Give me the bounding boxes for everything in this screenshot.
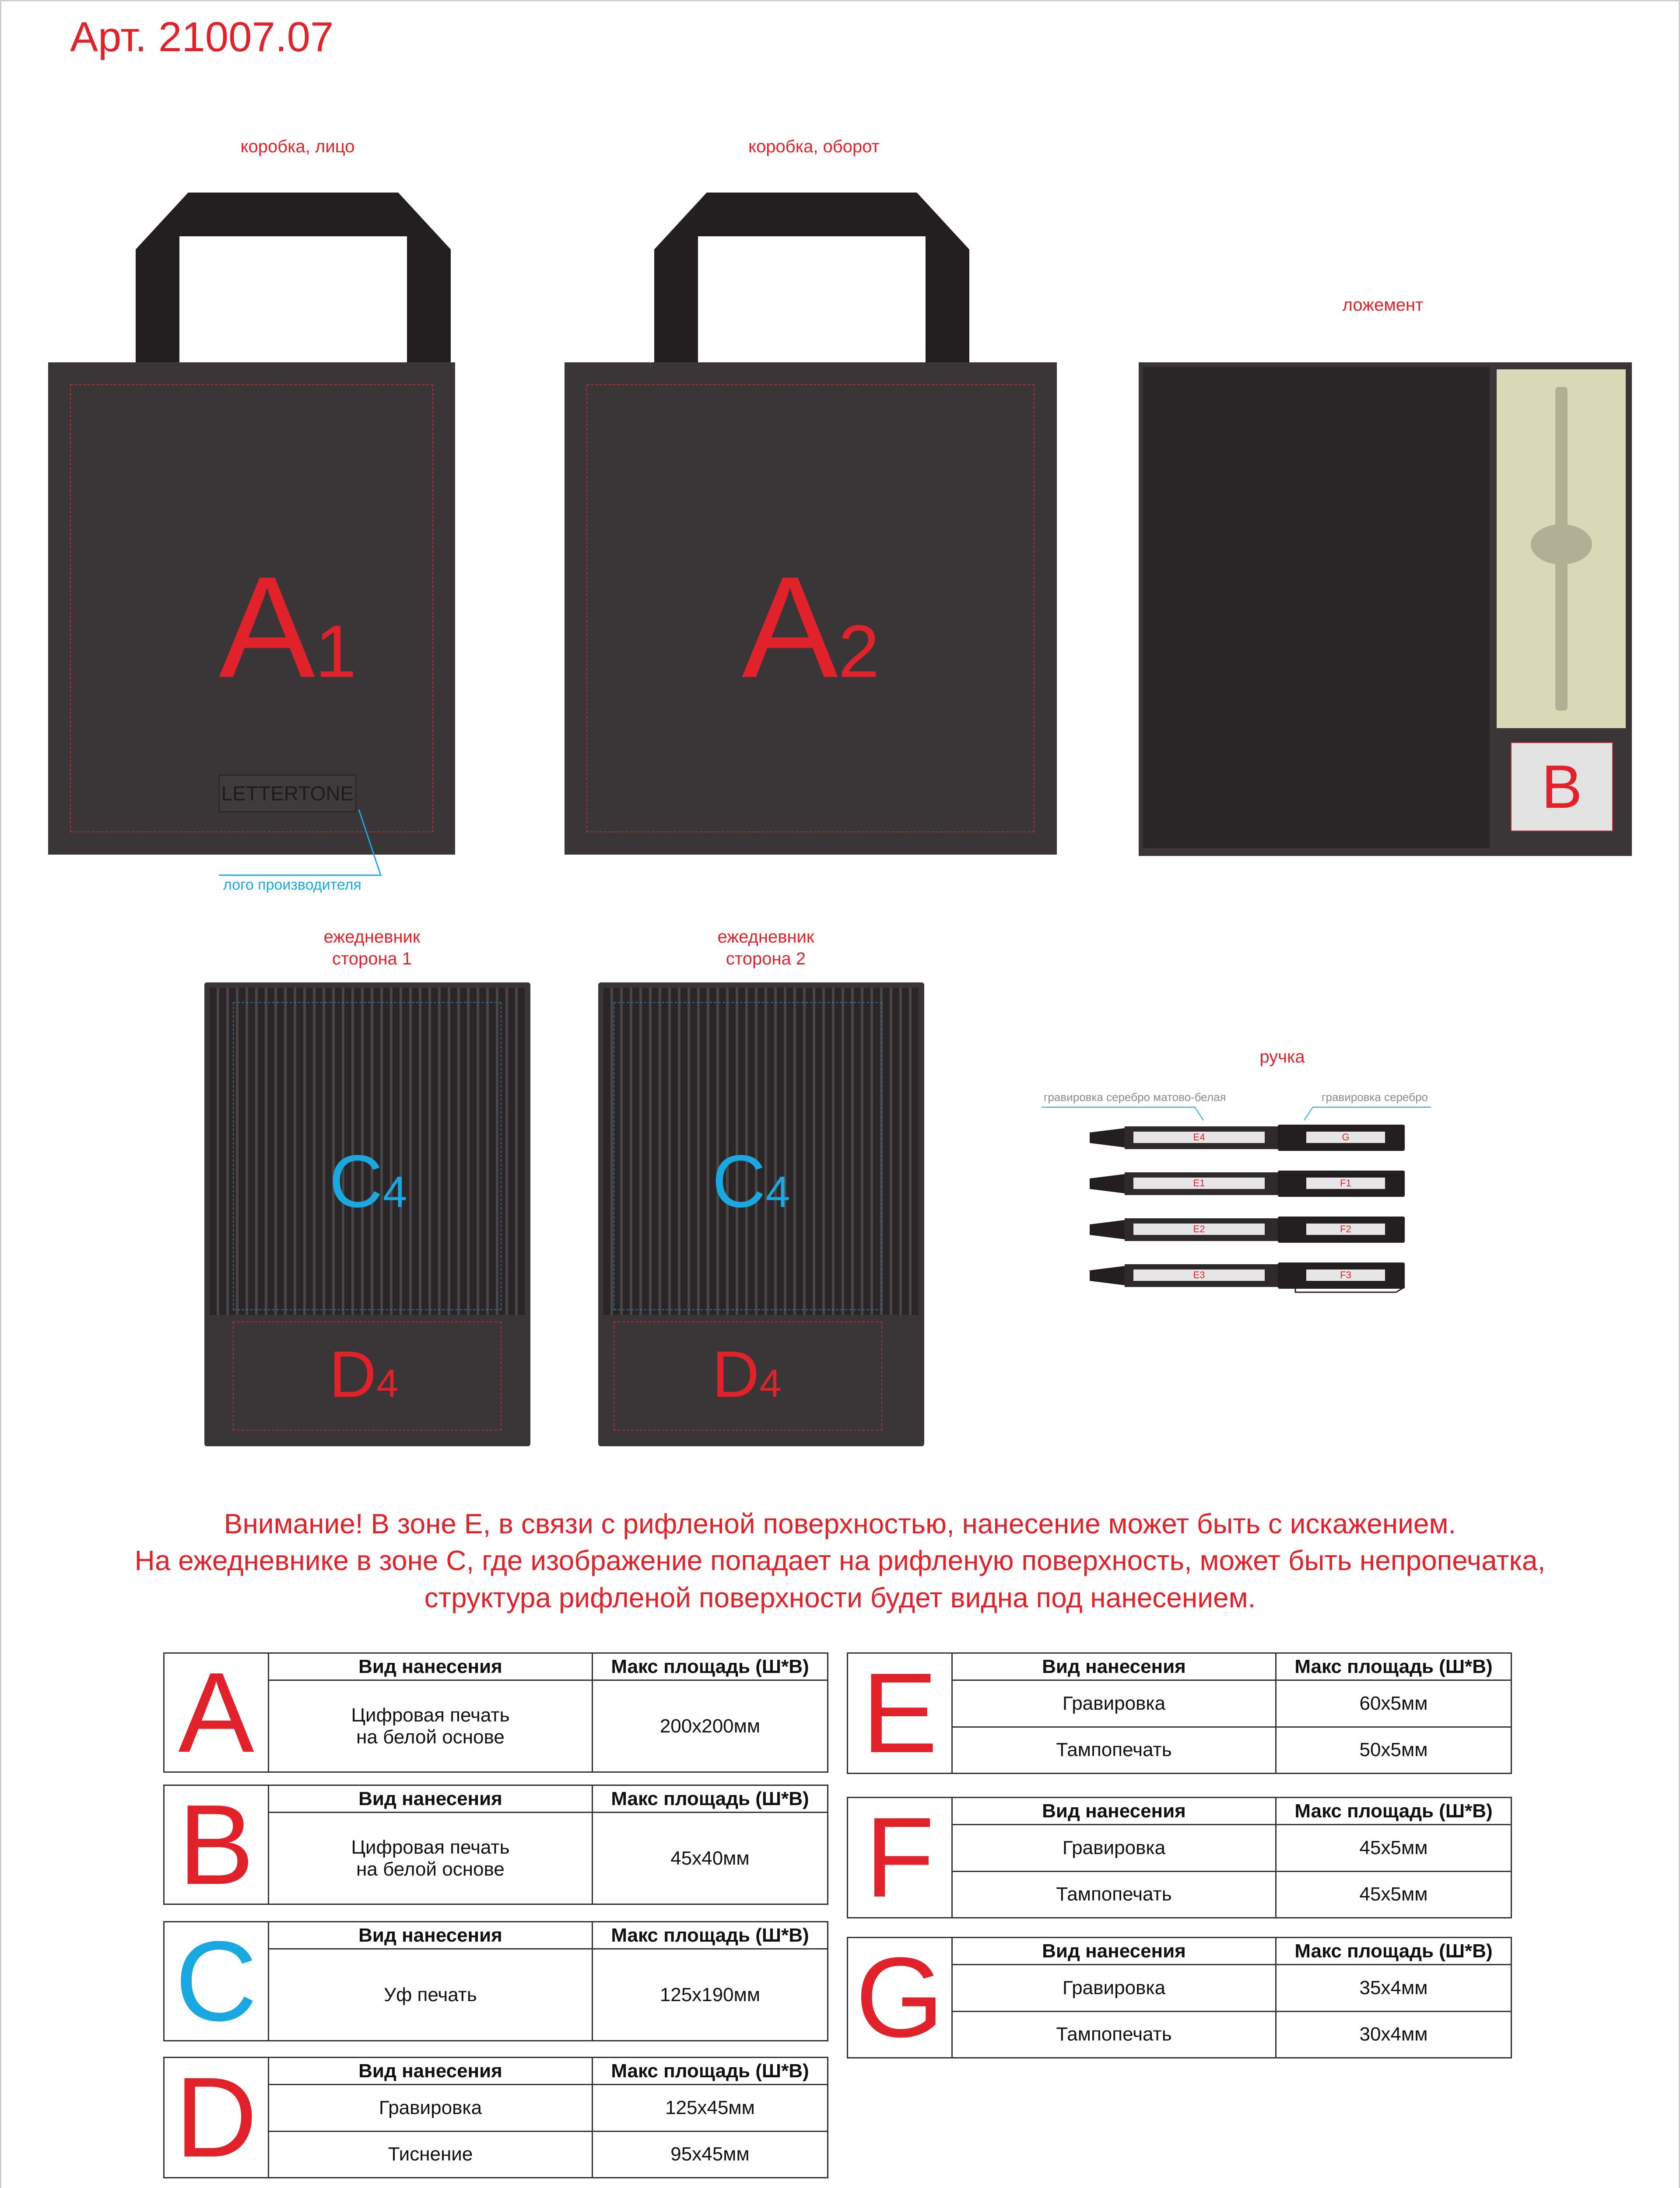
label-engraving-silver-matte: гравировка серебро матово-белая bbox=[1044, 1090, 1226, 1104]
header-method: Вид нанесения bbox=[269, 1653, 593, 1680]
cell-area: 30x4мм bbox=[1276, 2011, 1512, 2058]
pen-zone-f: F1 bbox=[1306, 1178, 1385, 1189]
header-method: Вид нанесения bbox=[269, 1785, 593, 1813]
pen-4 bbox=[1090, 1262, 1413, 1293]
table-d bbox=[163, 2054, 828, 2181]
header-area: Макс площадь (Ш*В) bbox=[1276, 1653, 1512, 1680]
header-area: Макс площадь (Ш*В) bbox=[1276, 1798, 1512, 1825]
pen-zone-f: F3 bbox=[1306, 1269, 1385, 1281]
pen-leader-lines bbox=[1042, 1105, 1435, 1122]
header-method: Вид нанесения bbox=[269, 1922, 593, 1949]
box-back-body bbox=[565, 362, 1057, 855]
box-back-handle bbox=[654, 193, 969, 368]
label-box-back: коробка, оборот bbox=[748, 137, 880, 156]
notice-line: структура рифленой поверхности будет видна под нанесением. bbox=[424, 1581, 1256, 1613]
pen-zone-f: G bbox=[1306, 1132, 1385, 1143]
cell-area: 125x190мм bbox=[593, 1949, 828, 2041]
cell-method: Гравировка bbox=[952, 1680, 1276, 1727]
pen-1 bbox=[1090, 1125, 1413, 1151]
cell-area: 45x5мм bbox=[1276, 1871, 1512, 1918]
table-c bbox=[163, 1918, 828, 2045]
header-method: Вид нанесения bbox=[269, 2058, 593, 2085]
zone-label-d4: D4 bbox=[329, 1337, 399, 1411]
cell-area: 45x40мм bbox=[593, 1813, 828, 1904]
cell-area: 35x4мм bbox=[1276, 1965, 1512, 2012]
table-f bbox=[847, 1794, 1512, 1921]
zone-label-c4: C4 bbox=[712, 1140, 790, 1223]
table-a bbox=[163, 1649, 828, 1776]
header-method: Вид нанесения bbox=[952, 1653, 1276, 1680]
pen-zone-e: E1 bbox=[1133, 1178, 1265, 1189]
table-g bbox=[847, 1934, 1512, 2061]
table-letter: E bbox=[848, 1653, 952, 1774]
cell-method: Тампопечать bbox=[952, 2011, 1276, 2058]
pen-zone-e: E3 bbox=[1133, 1269, 1265, 1281]
article-title: Арт. 21007.07 bbox=[70, 14, 334, 60]
cell-method: Уф печать bbox=[269, 1949, 593, 2041]
pen-zone-e: E2 bbox=[1133, 1224, 1265, 1235]
cell-area: 50x5мм bbox=[1276, 1727, 1512, 1774]
table-e bbox=[847, 1650, 1512, 1777]
zone-label-a1: A1 bbox=[219, 546, 357, 708]
cell-method: Тампопечать bbox=[952, 1871, 1276, 1918]
pen-zone-f: F2 bbox=[1306, 1224, 1385, 1235]
zone-label-b: B bbox=[1511, 742, 1613, 831]
table-b bbox=[163, 1781, 828, 1908]
insert-tray bbox=[1139, 362, 1632, 856]
cell-area: 45x5мм bbox=[1276, 1825, 1512, 1872]
pen-2 bbox=[1090, 1171, 1413, 1197]
pen-silhouette bbox=[1527, 387, 1595, 711]
cell-method: Тиснение bbox=[269, 2131, 593, 2178]
label-maker-logo: лого производителя bbox=[223, 877, 361, 893]
label-notebook-side1: ежедневник сторона 1 bbox=[323, 927, 421, 968]
notice-line: На ежедневнике в зоне С, где изображение попадает на рифленую поверхность, может быть непропечатка, bbox=[134, 1545, 1546, 1577]
label-pen: ручка bbox=[1259, 1047, 1305, 1066]
cell-area: 125x45мм bbox=[593, 2085, 828, 2132]
header-area: Макс площадь (Ш*В) bbox=[593, 1922, 828, 1949]
pen-3 bbox=[1090, 1217, 1413, 1243]
box-front bbox=[48, 193, 455, 858]
zone-label-d4: D4 bbox=[712, 1337, 782, 1411]
maker-logo: LETTERTONE bbox=[219, 775, 356, 812]
cell-method: Цифровая печать на белой основе bbox=[269, 1680, 593, 1772]
cell-method: Гравировка bbox=[952, 1825, 1276, 1872]
insert-notebook-slot bbox=[1143, 367, 1490, 848]
label-notebook-side2: ежедневник сторона 2 bbox=[717, 927, 814, 968]
cell-method: Гравировка bbox=[269, 2085, 593, 2132]
label-engraving-silver: гравировка серебро bbox=[1322, 1090, 1428, 1104]
box-back bbox=[565, 193, 1057, 858]
zone-label-a2: A2 bbox=[742, 546, 880, 708]
notebook-side2 bbox=[598, 982, 924, 1446]
header-method: Вид нанесения bbox=[952, 1938, 1276, 1965]
zone-label-c4: C4 bbox=[329, 1140, 407, 1223]
table-letter: D bbox=[164, 2058, 269, 2178]
label-insert: ложемент bbox=[1342, 295, 1424, 315]
cell-method: Тампопечать bbox=[952, 1727, 1276, 1774]
notebook-side1 bbox=[204, 982, 530, 1446]
table-letter: B bbox=[164, 1785, 269, 1904]
pen-zone-e: E4 bbox=[1133, 1132, 1265, 1143]
notice-text bbox=[0, 1505, 1680, 1616]
table-letter: C bbox=[164, 1922, 269, 2041]
notice-line: Внимание! В зоне Е, в связи с рифленой поверхностью, нанесение может быть с искажением. bbox=[224, 1508, 1456, 1539]
pen-set bbox=[1090, 1125, 1413, 1300]
logo-leader-line bbox=[219, 805, 394, 880]
label-box-front: коробка, лицо bbox=[240, 137, 355, 156]
table-letter: A bbox=[164, 1653, 269, 1772]
header-method: Вид нанесения bbox=[952, 1798, 1276, 1825]
cell-area: 95x45мм bbox=[593, 2131, 828, 2178]
cell-method: Цифровая печать на белой основе bbox=[269, 1813, 593, 1904]
cell-method: Гравировка bbox=[952, 1965, 1276, 2012]
box-front-body bbox=[48, 362, 455, 855]
cell-area: 200x200мм bbox=[593, 1680, 828, 1772]
insert-pen-slot bbox=[1497, 369, 1626, 728]
table-letter: F bbox=[848, 1798, 952, 1918]
box-front-handle bbox=[136, 193, 451, 368]
table-letter: G bbox=[848, 1938, 952, 2058]
header-area: Макс площадь (Ш*В) bbox=[1276, 1938, 1512, 1965]
header-area: Макс площадь (Ш*В) bbox=[593, 2058, 828, 2085]
cell-area: 60x5мм bbox=[1276, 1680, 1512, 1727]
header-area: Макс площадь (Ш*В) bbox=[593, 1785, 828, 1813]
header-area: Макс площадь (Ш*В) bbox=[593, 1653, 828, 1680]
